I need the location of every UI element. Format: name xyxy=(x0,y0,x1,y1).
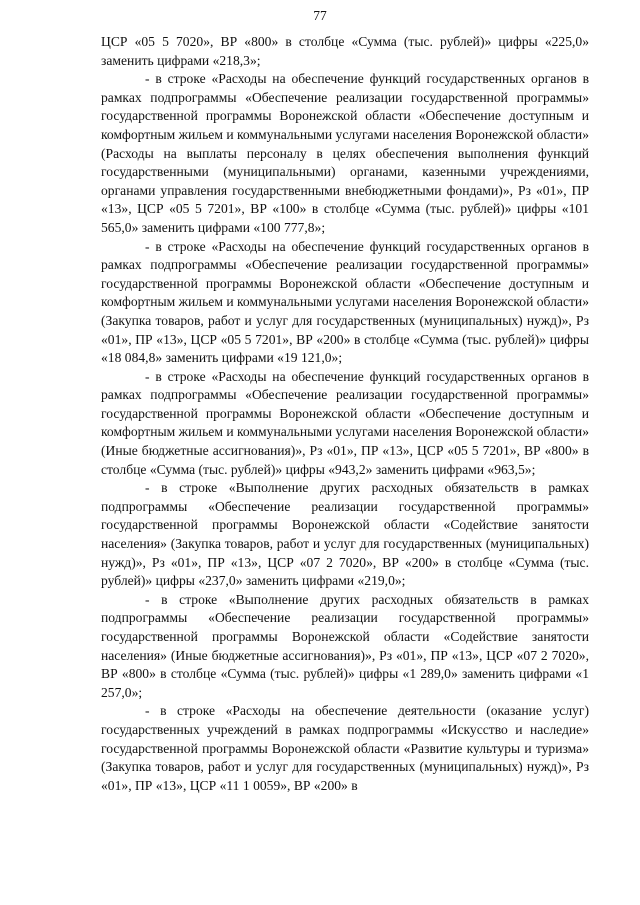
paragraph-amendment-4: - в строке «Выполнение других расходных обязательств в рамках подпрограммы «Обеспечение реализации государственной программы» государственной программы Воронежской области «Содействие занятости населения» (Закупка товаров, работ и услуг для государственных (муниципальных) нужд)», Рз «01», ПР «13», ЦСР «07 2 7020», ВР «200» в столбце «Сумма (тыс. рублей)» цифры «237,0» заменить цифрами «219,0»; xyxy=(101,480,589,589)
paragraph-amendment-2: - в строке «Расходы на обеспечение функций государственных органов в рамках подпрограммы «Обеспечение реализации государственной программы» государственной программы Воронежской области «Обеспечение доступным и комфортным жильем и коммунальными услугами населения Воронежской области» (Закупка товаров, работ и услуг для государственных (муниципальных) нужд)», Рз «01», ПР «13», ЦСР «05 5 7201», ВР «200» в столбце «Сумма (тыс. рублей)» цифры «18 084,8» заменить цифрами «19 121,0»; xyxy=(101,238,589,366)
page-number: 77 xyxy=(313,8,327,23)
paragraph-amendment-3: - в строке «Расходы на обеспечение функций государственных органов в рамках подпрограммы «Обеспечение реализации государственной программы» государственной программы Воронежской области «Обеспечение доступным и комфортным жильем и коммунальными услугами населения Воронежской области» (Иные бюджетные ассигнования)», Рз «01», ПР «13», ЦСР «05 5 7201», ВР «800» в столбце «Сумма (тыс. рублей)» цифры «943,2» заменить цифрами «963,5»; xyxy=(101,368,589,477)
paragraph-amendment-1: - в строке «Расходы на обеспечение функций государственных органов в рамках подпрограммы «Обеспечение реализации государственной программы» государственной программы Воронежской области «Обеспечение доступным и комфортным жильем и коммунальными услугами населения Воронежской области» (Расходы на выплаты персоналу в целях обеспечения выполнения функций государственными (муниципальными) органами, казенными учреждениями, органами управления государственными внебюджетными фондами)», Рз «01», ПР «13», ЦСР «05 5 7201», ВР «100» в столбце «Сумма (тыс. рублей)» цифры «101 565,0» заменить цифрами «100 777,8»; xyxy=(101,71,589,235)
paragraph-continuation: ЦСР «05 5 7020», ВР «800» в столбце «Сумма (тыс. рублей)» цифры «225,0» заменить цифрами «218,3»; xyxy=(101,34,589,68)
paragraph-amendment-6: - в строке «Расходы на обеспечение деятельности (оказание услуг) государственных учреждений в рамках подпрограммы «Искусство и наследие» государственной программы Воронежской области «Развитие культуры и туризма» (Закупка товаров, работ и услуг для государственных (муниципальных) нужд)», Рз «01», ПР «13», ЦСР «11 1 0059», ВР «200» в xyxy=(101,703,589,793)
document-body xyxy=(101,33,589,795)
paragraph-amendment-5: - в строке «Выполнение других расходных обязательств в рамках подпрограммы «Обеспечение реализации государственной программы» государственной программы Воронежской области «Содействие занятости населения» (Иные бюджетные ассигнования)», Рз «01», ПР «13», ЦСР «07 2 7020», ВР «800» в столбце «Сумма (тыс. рублей)» цифры «1 289,0» заменить цифрами «1 257,0»; xyxy=(101,591,589,700)
